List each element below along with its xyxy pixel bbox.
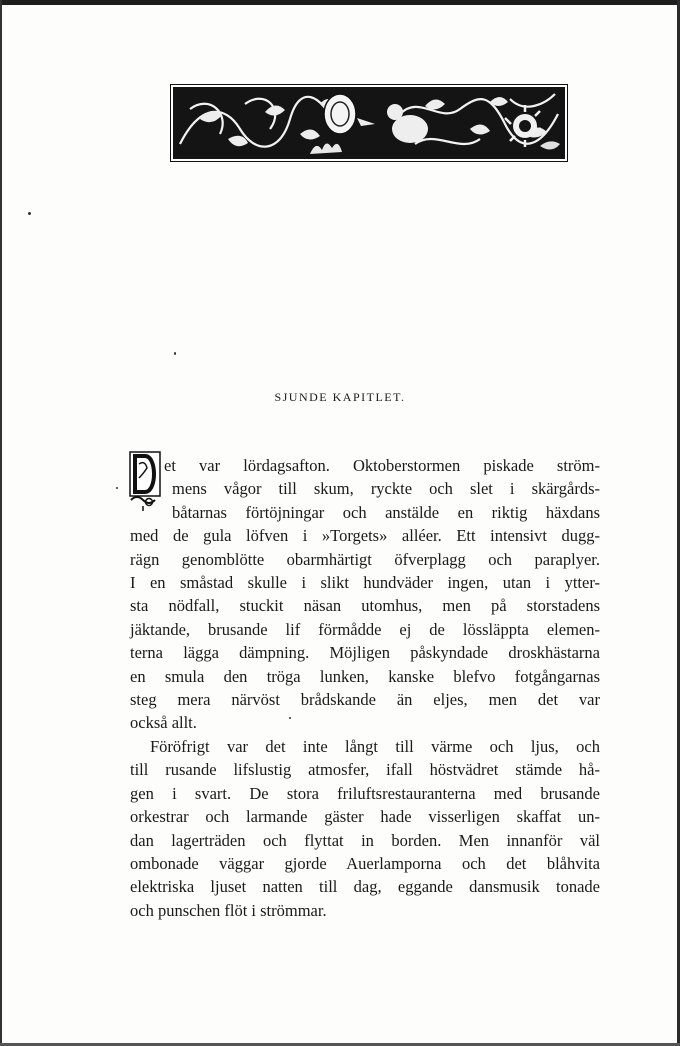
text-line: mens vågor till skum, ryckte och slet i skärgårds- — [172, 479, 600, 499]
text-line: båtarnas förtöjningar och anstälde en riktig häxdans — [172, 502, 600, 522]
scan-edge-top — [0, 0, 680, 5]
text-line: med de gula löfven i »Torgets» alléer. Ett intensivt dugg- — [130, 526, 600, 546]
text-line: en smula den tröga lunken, kanske blefvo fotgångarnas — [130, 666, 600, 686]
text-line: gen i svart. De stora friluftsrestauranterna med brusande — [130, 783, 600, 803]
text-line: rägn genomblötte obarmhärtigt öfverplagg och paraplyer. — [130, 549, 600, 569]
text-line: och punschen flöt i strömmar. — [130, 900, 327, 920]
text-line: ombonade väggar gjorde Auerlamporna och det blåhvita — [130, 853, 600, 873]
text-line: et var lördagsafton. Oktoberstormen piskade ström- — [164, 456, 600, 475]
text-line: steg mera närvöst brådskande än eljes, men det var — [130, 690, 600, 710]
text-line: elektriska ljuset natten till dag, eggande dansmusik tonade — [130, 877, 600, 897]
scan-edge-left — [0, 0, 2, 1046]
body-text — [130, 454, 600, 922]
headpiece-ornament — [170, 84, 568, 162]
text-line: också allt. — [130, 713, 197, 733]
text-line: orkestrar och larmande gäster hade visserligen skaffat un- — [130, 807, 600, 827]
text-line: jäktande, brusande lif förmådde ej de lössläppta elemen- — [130, 619, 600, 639]
text-line: Föröfrigt var det inte långt till värme och ljus, och — [150, 736, 600, 756]
text-line: dan lagerträden och flyttat in borden. Men innanför väl — [130, 830, 600, 850]
text-line: till rusande lifslustig atmosfer, ifall höstvädret stämde hå- — [130, 760, 600, 780]
paragraph-1 — [130, 454, 600, 735]
text-line: terna lägga dämpning. Möjligen påskyndade droskhästarna — [130, 643, 600, 663]
chapter-title: SJUNDE KAPITLET. — [274, 390, 406, 404]
text-line: sta nödfall, stuckit näsan utomhus, men på storstadens — [130, 596, 600, 616]
text-line: I en småstad skulle i slikt hundväder ingen, utan i ytter- — [130, 573, 600, 593]
paragraph-2 — [130, 735, 600, 922]
